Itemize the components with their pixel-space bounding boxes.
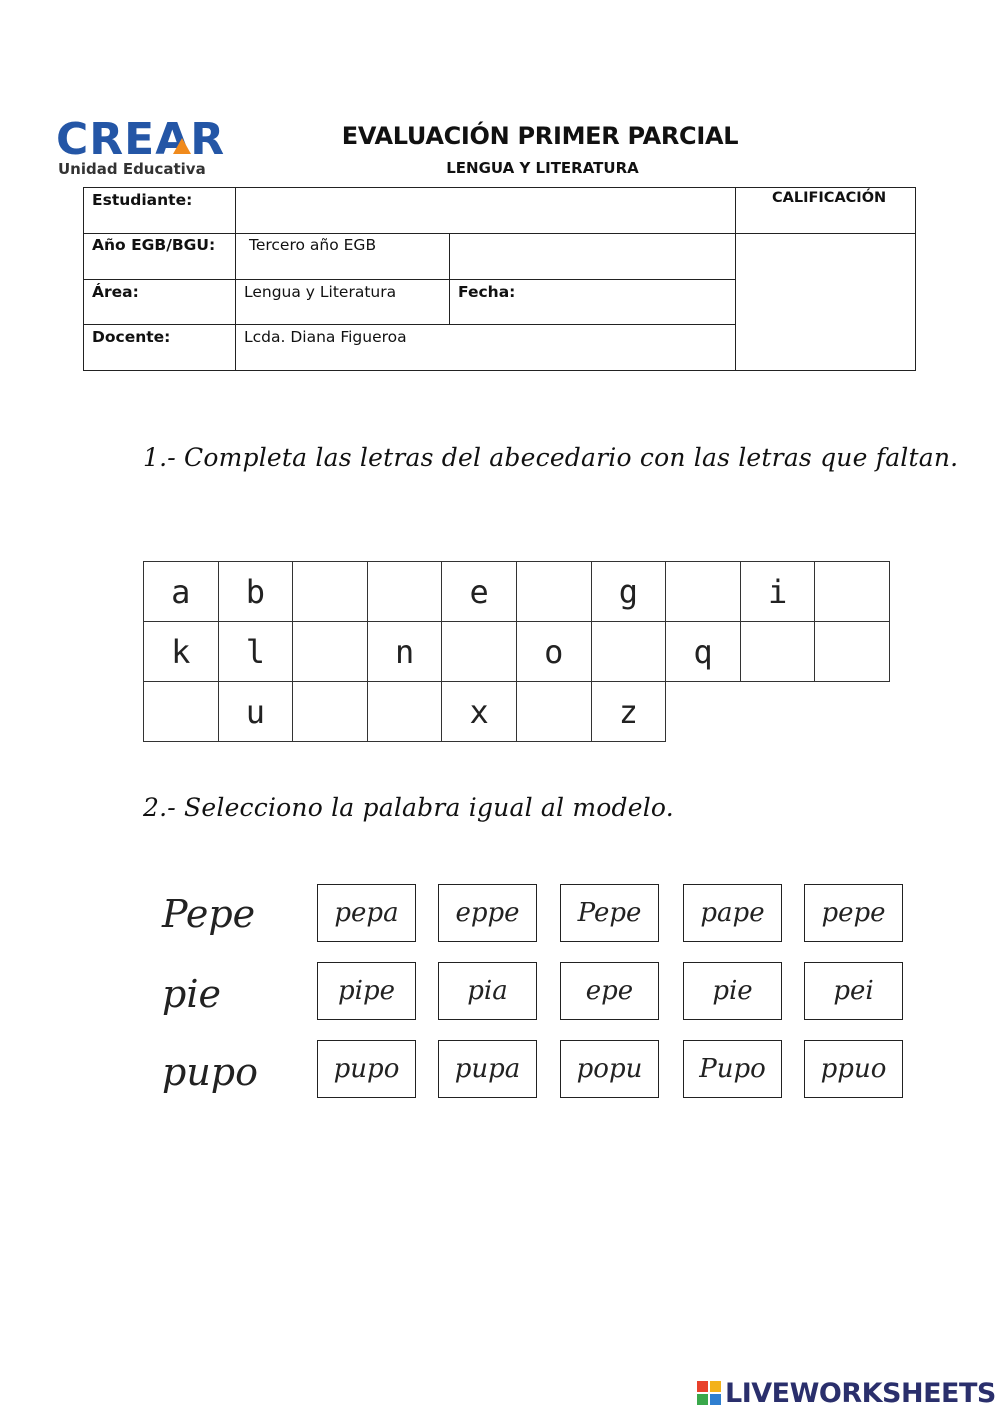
- blank-letter-cell[interactable]: [367, 561, 443, 622]
- blank-letter-cell[interactable]: [814, 561, 890, 622]
- blank-letter-cell[interactable]: [441, 621, 517, 682]
- year-value: Tercero año EGB: [249, 236, 377, 254]
- blank-letter-cell[interactable]: [516, 681, 592, 742]
- blank-letter-cell[interactable]: [292, 681, 368, 742]
- word-option[interactable]: Pepe: [560, 884, 659, 942]
- word-option[interactable]: ppuo: [804, 1040, 903, 1098]
- school-logo: [56, 114, 226, 180]
- blank-letter-cell[interactable]: [292, 621, 368, 682]
- word-option[interactable]: pape: [683, 884, 782, 942]
- letter-cell: a: [143, 561, 219, 622]
- letter-cell: l: [218, 621, 294, 682]
- footer-brand: [697, 1378, 996, 1408]
- page-subtitle: LENGUA Y LITERATURA: [446, 159, 639, 177]
- letter-cell: n: [367, 621, 443, 682]
- page-title: EVALUACIÓN PRIMER PARCIAL: [341, 122, 739, 150]
- teacher-value: Lcda. Diana Figueroa: [244, 328, 407, 346]
- letter-cell: i: [740, 561, 816, 622]
- grade-field[interactable]: [739, 235, 913, 368]
- student-label: Estudiante:: [92, 191, 193, 209]
- letter-cell: o: [516, 621, 592, 682]
- area-label: Área:: [92, 283, 139, 301]
- blank-letter-cell[interactable]: [740, 621, 816, 682]
- word-option[interactable]: pie: [683, 962, 782, 1020]
- blank-letter-cell[interactable]: [591, 621, 667, 682]
- table-border: [83, 187, 916, 188]
- table-border: [449, 233, 450, 325]
- table-border: [83, 233, 916, 234]
- word-option[interactable]: pepa: [317, 884, 416, 942]
- year-label: Año EGB/BGU:: [92, 236, 216, 254]
- letter-cell: u: [218, 681, 294, 742]
- table-border: [915, 187, 916, 371]
- table-border: [83, 370, 916, 371]
- table-border: [83, 324, 735, 325]
- table-border: [235, 187, 236, 371]
- letter-cell: b: [218, 561, 294, 622]
- letter-cell: g: [591, 561, 667, 622]
- word-option[interactable]: pei: [804, 962, 903, 1020]
- logo-subtitle: Unidad Educativa: [58, 160, 206, 178]
- student-field[interactable]: [241, 189, 731, 231]
- alphabet-grid: [143, 561, 889, 741]
- question-2-instruction: 2.- Selecciono la palabra igual al modelo.: [143, 793, 674, 822]
- word-option[interactable]: Pupo: [683, 1040, 782, 1098]
- logo-triangle-icon: [173, 138, 191, 154]
- letter-cell: z: [591, 681, 667, 742]
- blank-letter-cell[interactable]: [143, 681, 219, 742]
- blank-letter-cell[interactable]: [516, 561, 592, 622]
- date-label: Fecha:: [458, 283, 516, 301]
- blank-letter-cell[interactable]: [814, 621, 890, 682]
- model-word: pupo: [162, 1050, 259, 1094]
- question-1-instruction: 1.- Completa las letras del abecedario con las letras que faltan.: [143, 443, 959, 472]
- brand-text: LIVEWORKSHEETS: [725, 1377, 996, 1409]
- model-word: Pepe: [162, 892, 256, 936]
- letter-cell: x: [441, 681, 517, 742]
- word-option[interactable]: eppe: [438, 884, 537, 942]
- word-option[interactable]: pia: [438, 962, 537, 1020]
- letter-cell: q: [665, 621, 741, 682]
- word-option[interactable]: pipe: [317, 962, 416, 1020]
- grade-label: CALIFICACIÓN: [772, 190, 887, 206]
- blank-letter-cell[interactable]: [367, 681, 443, 742]
- area-value: Lengua y Literatura: [244, 283, 397, 301]
- blank-letter-cell[interactable]: [292, 561, 368, 622]
- word-option[interactable]: popu: [560, 1040, 659, 1098]
- date-field[interactable]: [523, 281, 731, 323]
- letter-cell: e: [441, 561, 517, 622]
- brand-logo-icon: [697, 1381, 721, 1405]
- model-word: pie: [162, 972, 221, 1016]
- letter-cell: k: [143, 621, 219, 682]
- table-border: [735, 187, 736, 371]
- word-option[interactable]: pupo: [317, 1040, 416, 1098]
- teacher-label: Docente:: [92, 328, 171, 346]
- word-option[interactable]: epe: [560, 962, 659, 1020]
- student-info-table: [83, 187, 916, 371]
- blank-letter-cell[interactable]: [665, 561, 741, 622]
- table-border: [83, 279, 735, 280]
- word-option[interactable]: pepe: [804, 884, 903, 942]
- word-option[interactable]: pupa: [438, 1040, 537, 1098]
- logo-word: CREAR: [56, 114, 226, 165]
